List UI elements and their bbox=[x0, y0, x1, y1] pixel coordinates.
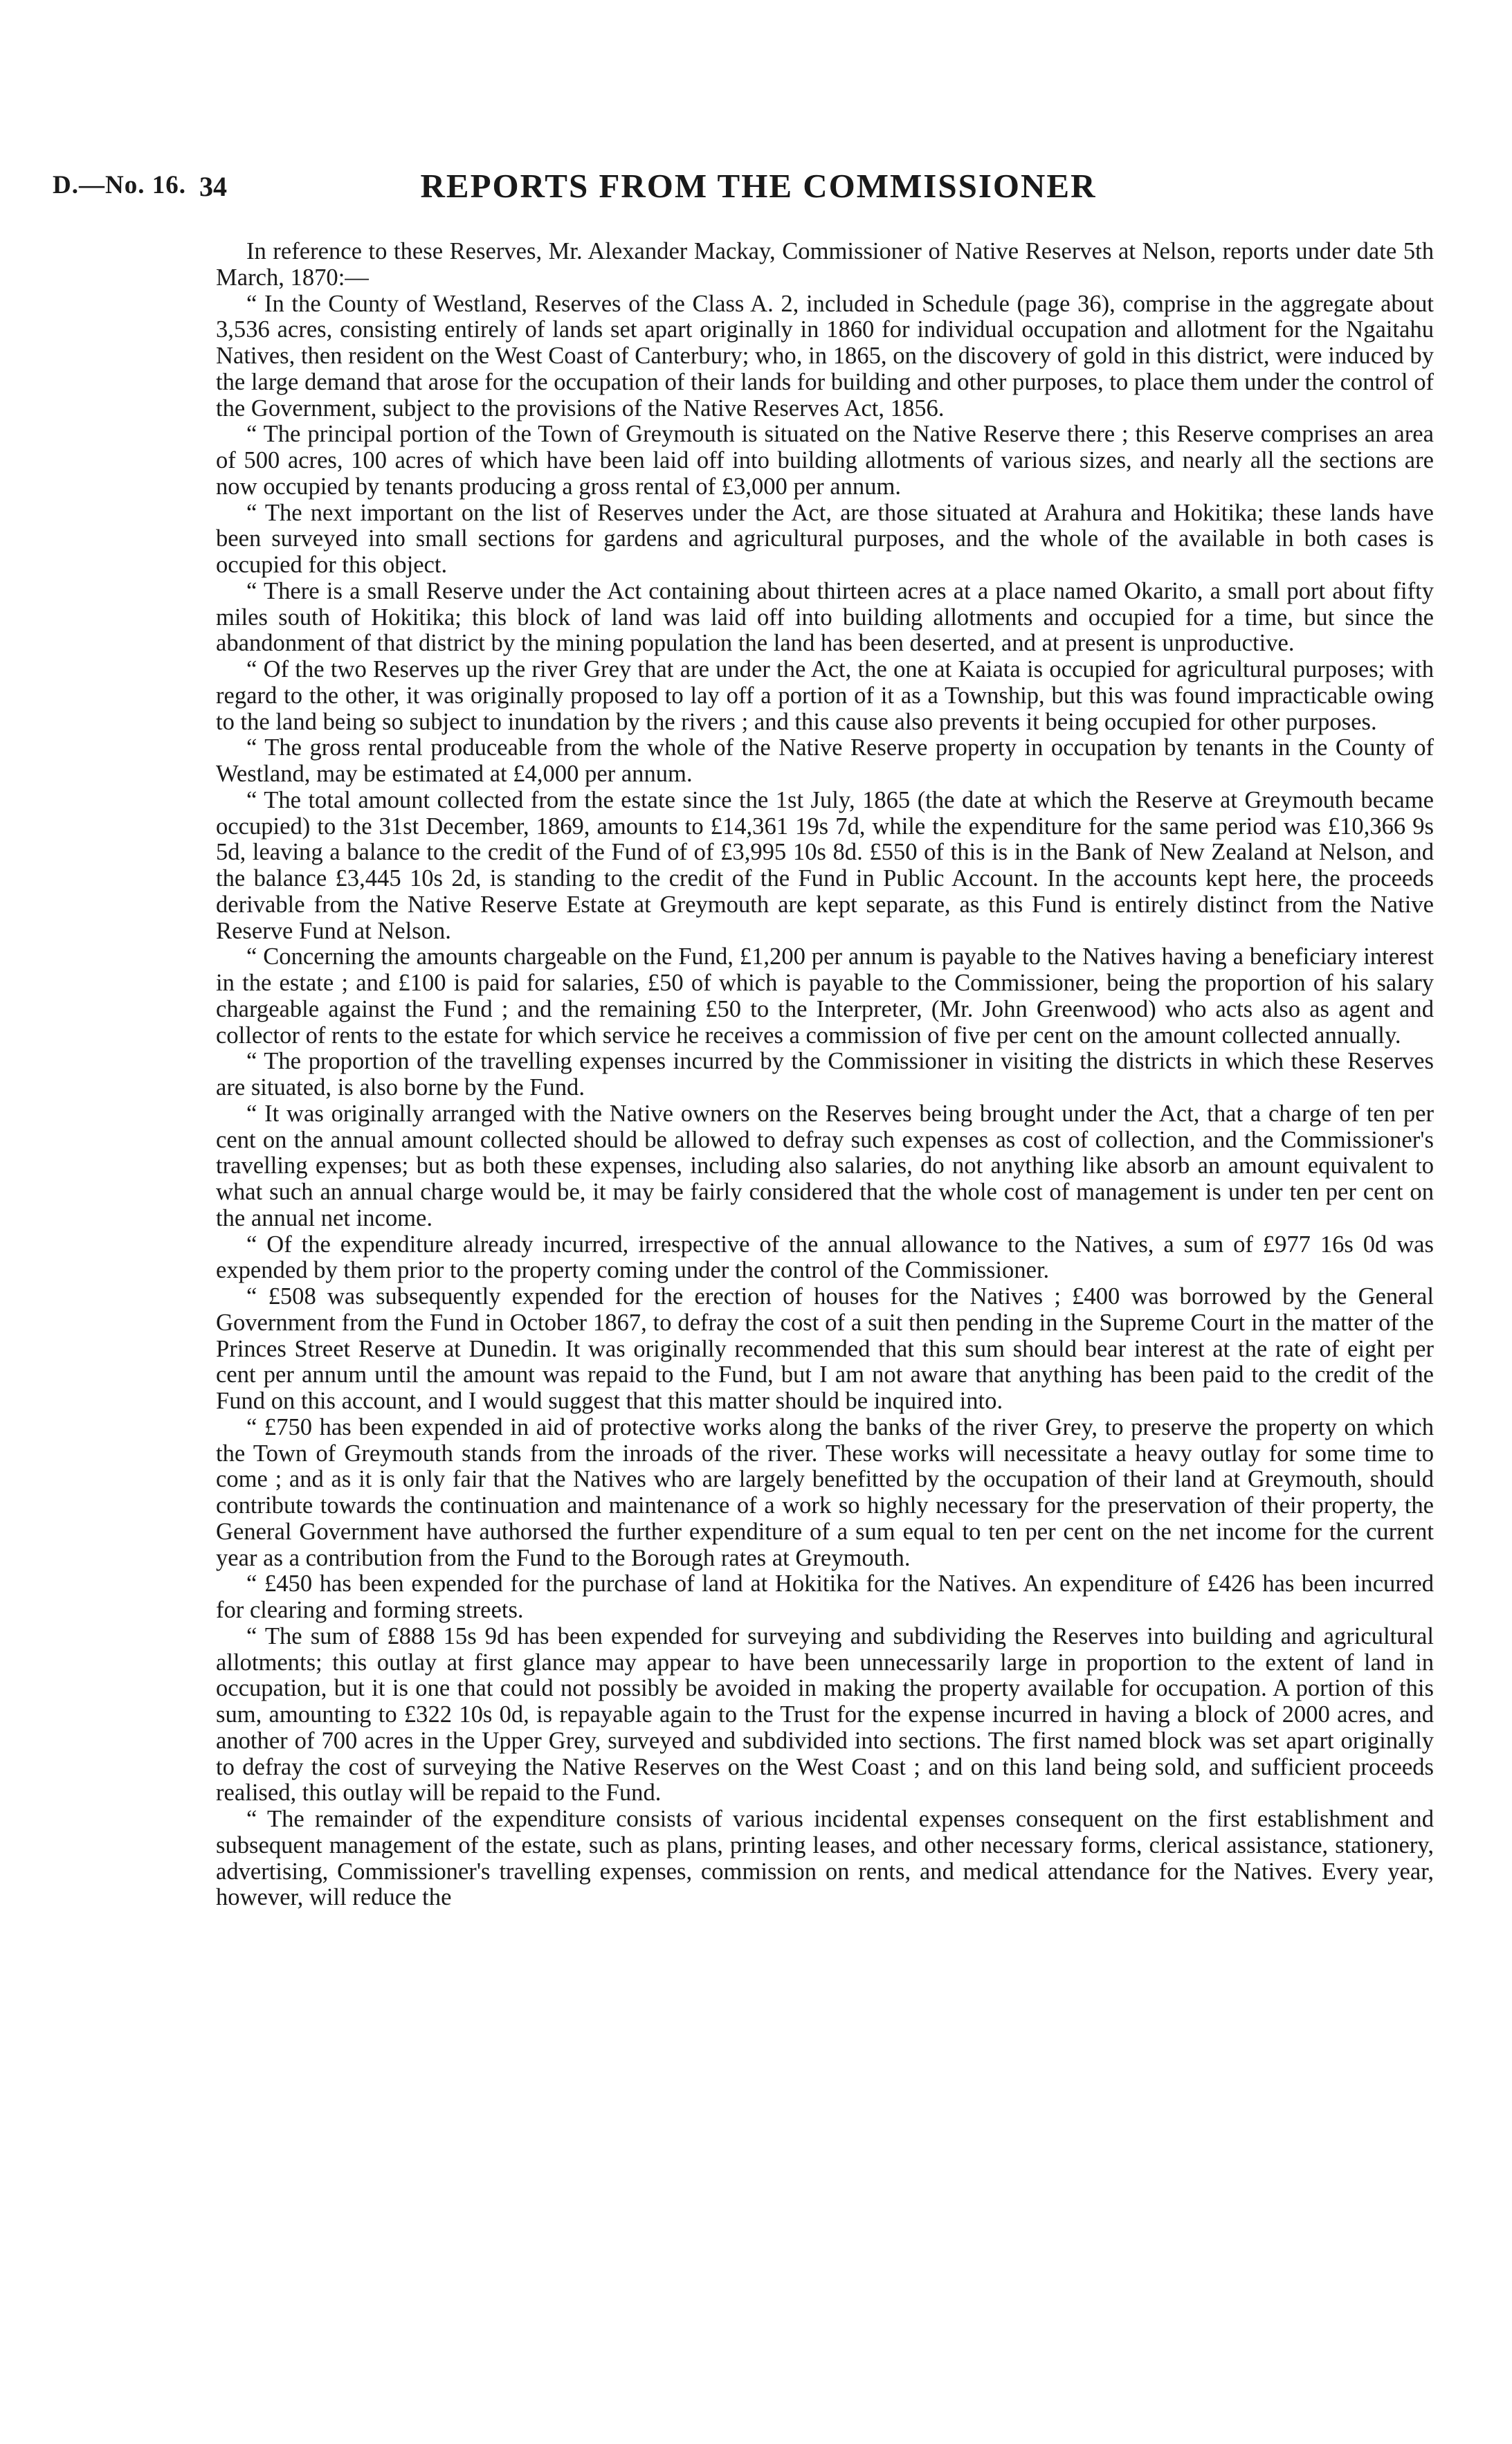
document-reference: D.—No. 16. bbox=[53, 171, 186, 199]
paragraph-ten-per-cent-charge: “ It was originally arranged with the Native owners on the Reserves being brought under the Act, that a charge of ten per cent on the annual amount collected should be allowed to defray such expenses as cost of collection, and the Commissioner's travelling expenses; but as both these expenses, including also salaries, do not anything like absorb an amount equivalent to what such an annual charge would be, it may be fairly considered that the whole cost of management is under ten per cent on the annual net income. bbox=[216, 1100, 1434, 1231]
paragraph-incidental-expenses: “ The remainder of the expenditure consists of various incidental expenses consequent on the first establishment and subsequent management of the estate, such as plans, printing leases, and other necessary forms, clerical assistance, stationery, advertising, Commissioner's travelling expenses, commission on rents, and medical attendance for the Natives. Every year, however, will reduce the bbox=[216, 1806, 1434, 1911]
paragraph-chargeable-amounts: “ Concerning the amounts chargeable on the Fund, £1,200 per annum is payable to the Natives having a beneficiary interest in the estate ; and £100 is paid for salaries, £50 of which is payable to the Commissioner, being the proportion of his salary chargeable against the Fund ; and the remaining £50 to the Interpreter, (Mr. John Greenwood) who acts also as agent and collector of rents to the estate for which service he receives a commission of five per cent on the amount collected annually. bbox=[216, 943, 1434, 1049]
paragraph-travelling-expenses: “ The proportion of the travelling expenses incurred by the Commissioner in visiting the districts in which these Reserves are situated, is also borne by the Fund. bbox=[216, 1048, 1434, 1101]
paragraph-greymouth-town: “ The principal portion of the Town of Greymouth is situated on the Native Reserve there ; this Reserve comprises an area of 500 acres, 100 acres of which have been laid off into building allotments of various sizes, and nearly all the sections are now occupied by tenants producing a gross rental of £3,000 per annum. bbox=[216, 421, 1434, 500]
paragraph-hokitika-land: “ £450 has been expended for the purchase of land at Hokitika for the Natives. An expenditure of £426 has been incurred for clearing and forming streets. bbox=[216, 1571, 1434, 1623]
paragraph-arahura-hokitika: “ The next important on the list of Reserves under the Act, are those situated at Arahura and Hokitika; these lands have been surveyed into small sections for gardens and agricultural purposes, and the whole of the available in both cases is occupied for this object. bbox=[216, 499, 1434, 578]
paragraph-intro: In reference to these Reserves, Mr. Alexander Mackay, Commissioner of Native Reserves at Nelson, reports under date 5th March, 1870:— bbox=[216, 238, 1434, 291]
paragraph-gross-rental: “ The gross rental produceable from the whole of the Native Reserve property in occupation by tenants in the County of Westland, may be estimated at £4,000 per annum. bbox=[216, 734, 1434, 787]
paragraph-houses-and-loan: “ £508 was subsequently expended for the erection of houses for the Natives ; £400 was borrowed by the General Government from the Fund in October 1867, to defray the cost of a suit then pending in the Supreme Court in the matter of the Princes Street Reserve at Dunedin. It was originally recommended that this sum should bear interest at the rate of eight per cent per annum until the amount was repaid to the Fund, but I am not aware that anything has been paid to the credit of the Fund on this account, and I would suggest that this matter should be inquired into. bbox=[216, 1283, 1434, 1414]
paragraph-protective-works: “ £750 has been expended in aid of protective works along the banks of the river Grey, to preserve the property on which the Town of Greymouth stands from the inroads of the river. These works will necessitate a heavy outlay for some time to come ; and as it is only fair that the Natives who are largely benefitted by the occupation of their land at Greymouth, should contribute towards the continuation and maintenance of a work so highly necessary for the preservation of their property, the General Government have authorsed the further expenditure of a sum equal to ten per cent on the net income for the current year as a contribution from the Fund to the Borough rates at Greymouth. bbox=[216, 1413, 1434, 1571]
page-title: REPORTS FROM THE COMMISSIONER bbox=[420, 167, 1097, 205]
paragraph-westland-reserves: “ In the County of Westland, Reserves of the Class A. 2, included in Schedule (page 36), comprise in the aggregate about 3,536 acres, consisting entirely of lands set apart originally in 1860 for individual occupation and allotment for the Ngaitahu Natives, then resident on the West Coast of Canterbury; who, in 1865, on the discovery of gold in this district, were induced by the large demand that arose for the occupation of their lands for building and other purposes, to place them under the control of the Government, subject to the provisions of the Native Reserves Act, 1856. bbox=[216, 290, 1434, 422]
paragraph-prior-expenditure: “ Of the expenditure already incurred, irrespective of the annual allowance to the Natives, a sum of £977 16s 0d was expended by them prior to the property coming under the control of the Commissioner. bbox=[216, 1231, 1434, 1284]
report-body bbox=[216, 239, 1434, 1911]
page-header bbox=[53, 167, 1464, 212]
paragraph-okarito: “ There is a small Reserve under the Act containing about thirteen acres at a place named Okarito, a small port about fifty miles south of Hokitika; this block of land was laid off into building allotments and occupied for a time, but since the abandonment of that district by the mining population the land has been deserted, and at present is unproductive. bbox=[216, 577, 1434, 657]
paragraph-river-grey-reserves: “ Of the two Reserves up the river Grey that are under the Act, the one at Kaiata is occupied for agricultural purposes; with regard to the other, it was originally proposed to lay off a portion of it as a Township, but this was found impracticable owing to the land being so subject to inundation by the rivers ; and this cause also prevents it being occupied for other purposes. bbox=[216, 656, 1434, 735]
paragraph-total-collected: “ The total amount collected from the estate since the 1st July, 1865 (the date at which the Reserve at Greymouth became occupied) to the 31st December, 1869, amounts to £14,361 19s 7d, while the expenditure for the same period was £10,366 9s 5d, leaving a balance to the credit of the Fund of of £3,995 10s 8d. £550 of this is in the Bank of New Zealand at Nelson, and the balance £3,445 10s 2d, is standing to the credit of the Fund in Public Account. In the accounts kept here, the proceeds derivable from the Native Reserve Estate at Greymouth are kept separate, as this Fund is entirely distinct from the Native Reserve Fund at Nelson. bbox=[216, 786, 1434, 944]
page-number: 34 bbox=[199, 171, 227, 202]
paragraph-surveying: “ The sum of £888 15s 9d has been expended for surveying and subdividing the Reserves into building and agricultural allotments; this outlay at first glance may appear to have been unnecessarily large in proportion to the extent of land in occupation, but it is one that could not possibly be avoided in making the property available for occupation. A portion of this sum, amounting to £322 10s 0d, is repayable again to the Trust for the expense incurred in having a block of 2000 acres, and another of 700 acres in the Upper Grey, surveyed and subdivided into sections. The first named block was set apart originally to defray the cost of surveying the Native Reserves on the West Coast ; and on this land being sold, and sufficient proceeds realised, this outlay will be repaid to the Fund. bbox=[216, 1622, 1434, 1807]
